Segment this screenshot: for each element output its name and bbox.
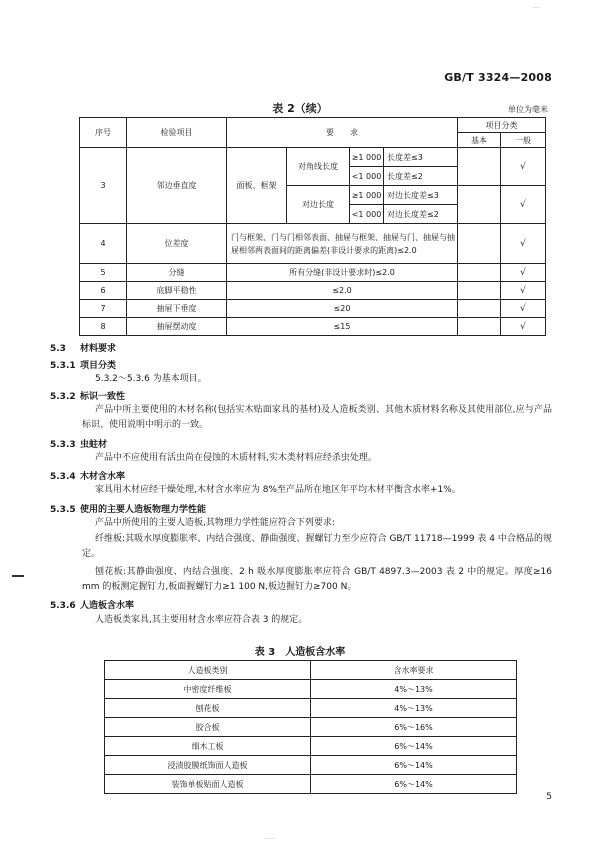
row3-no: 3 [80, 148, 127, 224]
standard-number: GB/T 3324—2008 [444, 71, 552, 84]
table-row [105, 699, 517, 718]
row4-check-mark: √ [501, 224, 546, 264]
row4-requirement: 门与框架、门与门相邻表面、抽屉与框架、抽屉与门、抽屉与抽屉相邻两表面间的距离偏差(非设计要求的距离)≤2.0 [227, 224, 458, 264]
section-5-3-heading [50, 341, 116, 354]
row3-diag-lt-req: 长度差≤2 [384, 167, 458, 186]
header-item: 检验项目 [127, 118, 227, 148]
table3-moisture: 6%～14% [311, 756, 517, 775]
row5-item: 分缝 [127, 264, 227, 282]
section-5-3-5-text-2: 纤维板:其吸水厚度膨胀率、内结合强度、静曲强度、握螺钉力至少应符合 GB/T 11718—1999 表 4 中合格品的规定。 [82, 534, 552, 559]
row7-requirement: ≤20 [227, 300, 458, 318]
row4-no: 4 [80, 224, 127, 264]
row3-diag-label: 对角线长度 [287, 148, 350, 186]
table-row [105, 737, 517, 756]
section-number: 5.3.2 [50, 392, 76, 402]
table3-moisture: 6%～16% [311, 718, 517, 737]
table-row [105, 756, 517, 775]
row3-check-mark-1: √ [501, 148, 546, 186]
row7-check-mark: √ [501, 300, 546, 318]
table3-type: 装饰单板贴面人造板 [105, 775, 311, 794]
section-number: 5.3.5 [50, 505, 76, 515]
row4-item: 位差度 [127, 224, 227, 264]
table3-moisture: 6%～14% [311, 737, 517, 756]
table3-type: 中密度纤维板 [105, 680, 311, 699]
table-row [105, 775, 517, 794]
row3-side-ge: ≥1 000 [350, 186, 384, 205]
table3-header-type: 人造板类别 [105, 661, 311, 680]
row7-basic [458, 300, 501, 318]
section-5-3-6-heading [50, 598, 134, 611]
section-5-3-1-text: 5.3.2～5.3.6 为基本项目。 [95, 374, 207, 384]
row3-side-label: 对边长度 [287, 186, 350, 224]
table2-unit: 单位为毫米 [508, 105, 548, 114]
row4-basic [458, 224, 501, 264]
table2-caption: 表 2（续） [272, 102, 328, 115]
section-title: 项目分类 [80, 361, 117, 371]
row8-check-mark: √ [501, 318, 546, 336]
section-number: 5.3.3 [50, 440, 76, 450]
row3-side-ge-req: 对边长度差≤3 [384, 186, 458, 205]
section-5-3-5-text-1: 产品中所使用的主要人造板,其物理力学性能应符合下列要求: [95, 518, 335, 528]
row3-check-mark-2: √ [501, 186, 546, 224]
row6-no: 6 [80, 282, 127, 300]
header-basic: 基本 [458, 133, 501, 148]
table3-type: 胶合板 [105, 718, 311, 737]
section-5-3-2-text: 产品中所主要使用的木材名称(包括实木贴面家具的基材)及人造板类别、其他木质材料名称及其使用部位,应与产品标识、使用说明中明示的一致。 [82, 405, 552, 430]
row5-no: 5 [80, 264, 127, 282]
row3-diag-ge: ≥1 000 [350, 148, 384, 167]
table3-type: 浸渍胶膜纸饰面人造板 [105, 756, 311, 775]
row3-basic2 [458, 186, 501, 224]
section-5-3-4-heading [50, 469, 125, 482]
row3-diag-ge-req: 长度差≤3 [384, 148, 458, 167]
table3 [104, 660, 517, 794]
section-title: 使用的主要人造板物理力学性能 [80, 505, 207, 515]
section-5-3-1-heading [50, 358, 116, 371]
section-5-3-6-text: 人造板类家具,其主要用材含水率应符合表 3 的规定。 [95, 615, 308, 625]
row8-item: 抽屉摆动度 [127, 318, 227, 336]
table3-caption: 表 3 人造板含水率 [254, 647, 346, 658]
section-title: 材料要求 [80, 344, 117, 354]
row8-basic [458, 318, 501, 336]
table3-header-moisture: 含水率要求 [311, 661, 517, 680]
row3-side-lt: <1 000 [350, 205, 384, 224]
section-5-3-3-heading [50, 437, 107, 450]
row7-item: 抽屉下垂度 [127, 300, 227, 318]
row8-no: 8 [80, 318, 127, 336]
section-5-3-2-heading [50, 389, 125, 402]
bottom-tiny-text: ········ [265, 836, 276, 841]
row8-requirement: ≤15 [227, 318, 458, 336]
row6-check-mark: √ [501, 282, 546, 300]
section-number: 5.3 [50, 344, 66, 354]
section-5-3-4-text: 家具用木材应经干燥处理,木材含水率应为 8%至产品所在地区年平均木材平衡含水率+1%。 [95, 485, 461, 495]
row6-item: 底脚平稳性 [127, 282, 227, 300]
top-tiny-text: ······ [532, 5, 540, 10]
header-requirement: 要 求 [227, 118, 458, 148]
margin-mark [12, 575, 24, 577]
section-title: 虫蛀材 [80, 440, 108, 450]
table2 [79, 117, 546, 336]
section-number: 5.3.4 [50, 472, 76, 482]
table3-moisture: 6%～14% [311, 775, 517, 794]
section-title: 木材含水率 [80, 472, 126, 482]
row3-side-lt-req: 对边长度差≤2 [384, 205, 458, 224]
row7-no: 7 [80, 300, 127, 318]
header-category: 项目分类 [458, 118, 546, 133]
row5-basic [458, 264, 501, 282]
table3-type: 细木工板 [105, 737, 311, 756]
row6-basic [458, 282, 501, 300]
section-number: 5.3.1 [50, 361, 76, 371]
section-5-3-5-text-3: 刨花板:其静曲强度、内结合强度、2 h 吸水厚度膨胀率应符合 GB/T 4897.3—2003 表 2 中的规定。厚度≥16 mm 的板测定握钉力,板面握螺钉力≥1 100 N,板边握钉力≥700 N。 [82, 567, 552, 592]
row3-diag-lt: <1 000 [350, 167, 384, 186]
row6-requirement: ≤2.0 [227, 282, 458, 300]
table3-moisture: 4%～13% [311, 699, 517, 718]
table-row [105, 718, 517, 737]
section-title: 标识一致性 [80, 392, 126, 402]
row5-requirement: 所有分缝(非设计要求时)≤2.0 [227, 264, 458, 282]
table3-type: 刨花板 [105, 699, 311, 718]
row3-basic1 [458, 148, 501, 186]
section-number: 5.3.6 [50, 601, 76, 611]
row3-item: 邻边垂直度 [127, 148, 227, 224]
row3-part: 面板、框架 [227, 148, 287, 224]
row5-check-mark: √ [501, 264, 546, 282]
table3-moisture: 4%～13% [311, 680, 517, 699]
table-row [105, 680, 517, 699]
header-no: 序号 [80, 118, 127, 148]
header-general: 一般 [501, 133, 546, 148]
section-title: 人造板含水率 [80, 601, 135, 611]
section-5-3-5-heading [50, 502, 206, 515]
section-5-3-3-text: 产品中不应使用有活虫尚在侵蚀的木质材料,实木类材料应经杀虫处理。 [95, 453, 377, 463]
page-number: 5 [546, 792, 552, 802]
